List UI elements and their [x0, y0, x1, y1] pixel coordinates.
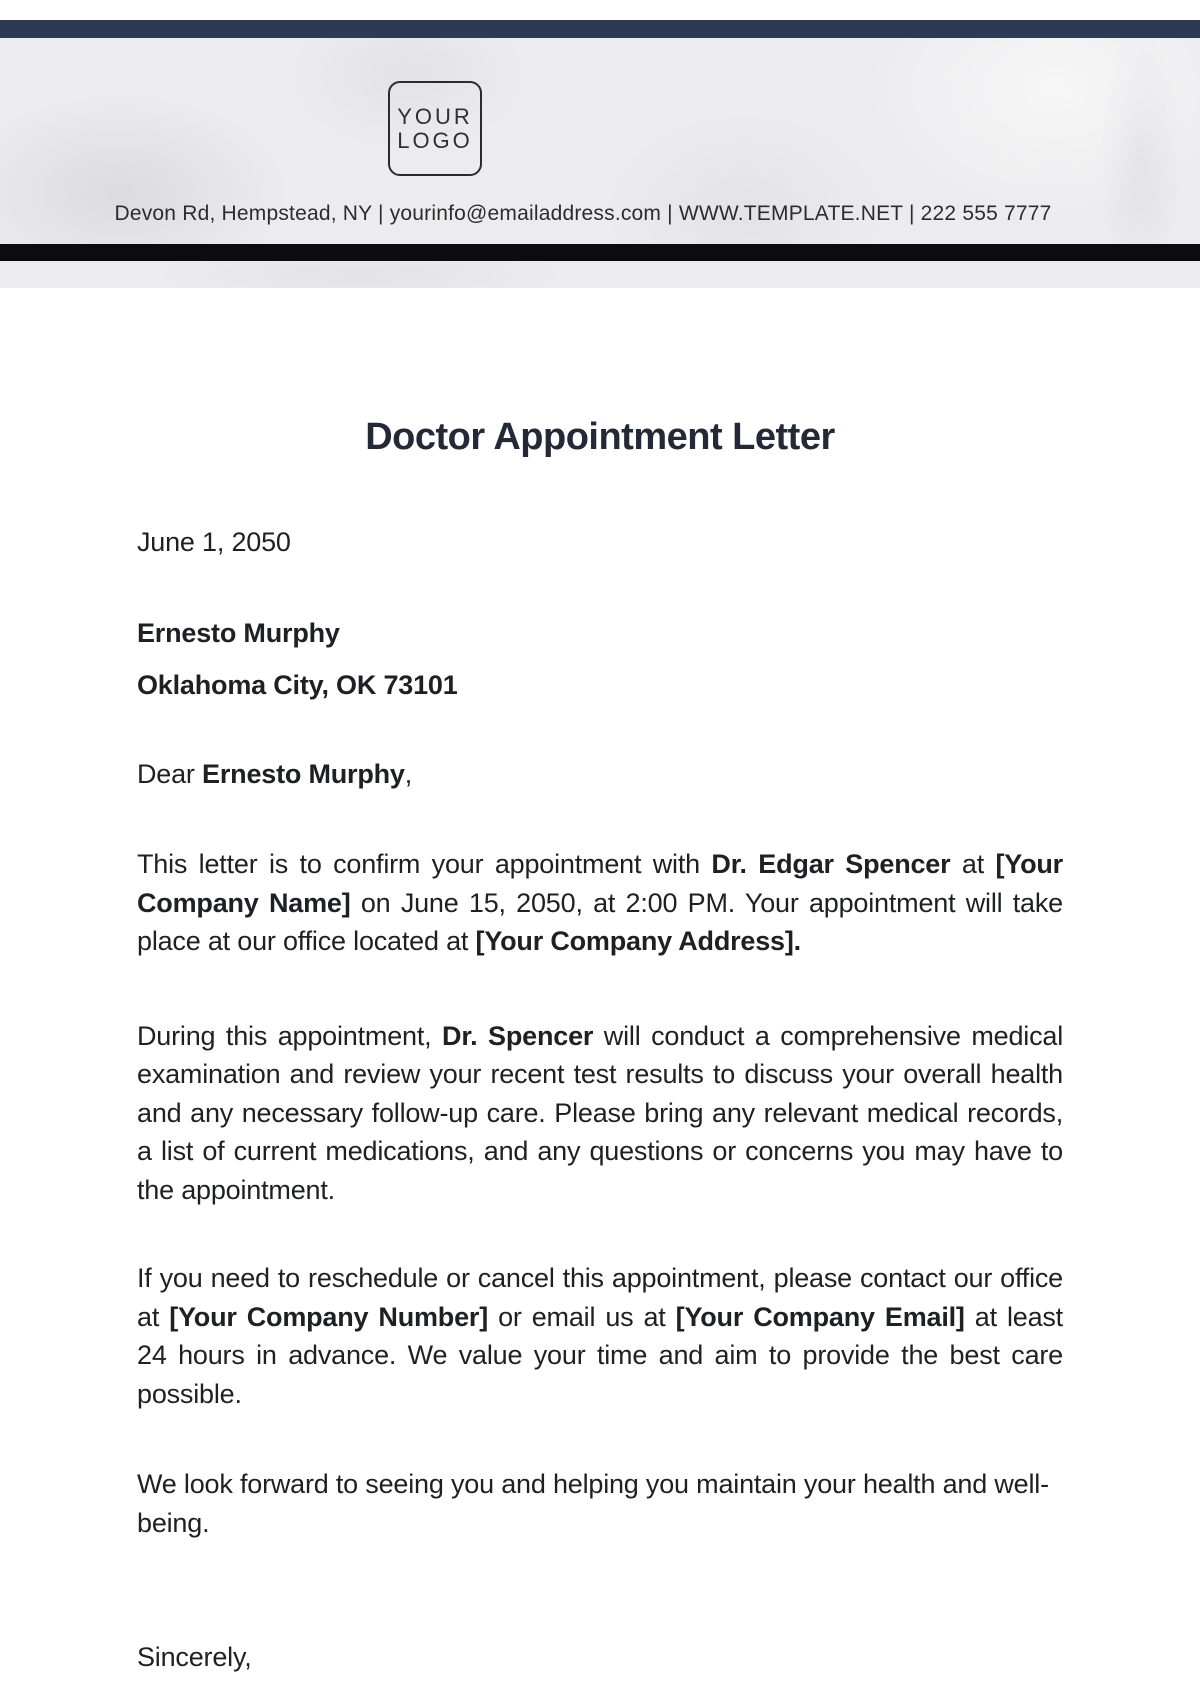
paragraph-appointment-details: During this appointment, Dr. Spencer will conduct a comprehensive medical examination and review your recent test results to discuss your overall health and any necessary follow-up care. Please bring any relevant medical records, a list of current medications, and any questions or concerns you may have to the appointment.	[137, 1020, 1063, 1205]
top-accent-bar	[0, 20, 1200, 38]
contact-info: Devon Rd, Hempstead, NY | yourinfo@emailaddress.com | WWW.TEMPLATE.NET | 222 555 7777	[114, 202, 1052, 225]
header-bottom-strip	[0, 261, 1200, 288]
divider-bar	[0, 244, 1200, 261]
top-white-strip	[0, 0, 1200, 20]
company-logo	[388, 81, 482, 176]
recipient-name: Ernesto Murphy	[137, 617, 340, 648]
page-title: Doctor Appointment Letter	[365, 416, 835, 458]
logo-text-line2: LOGO	[397, 127, 473, 153]
letter-body	[0, 414, 1200, 1677]
paragraph-appointment-confirmation: This letter is to confirm your appointment with Dr. Edgar Spencer at [Your Company Name] on June 15, 2050, at 2:00 PM. Your appointment will take place at our office located at [Your Company Address].	[137, 849, 1063, 956]
signoff: Sincerely,	[137, 1642, 252, 1672]
logo-text-line1: YOUR	[397, 103, 473, 129]
letterhead	[0, 38, 1200, 244]
paragraph-reschedule-policy: If you need to reschedule or cancel this appointment, please contact our office at [Your Company Number] or email us at [Your Company Email] at least 24 hours in advance. We value your time and aim to provide the best care possible.	[137, 1263, 1063, 1409]
date-line: June 1, 2050	[137, 527, 291, 557]
recipient-address: Oklahoma City, OK 73101	[137, 670, 458, 700]
salutation: Dear Ernesto Murphy,	[137, 758, 413, 789]
closing-line: We look forward to seeing you and helping you maintain your health and well-being.	[137, 1469, 1049, 1538]
